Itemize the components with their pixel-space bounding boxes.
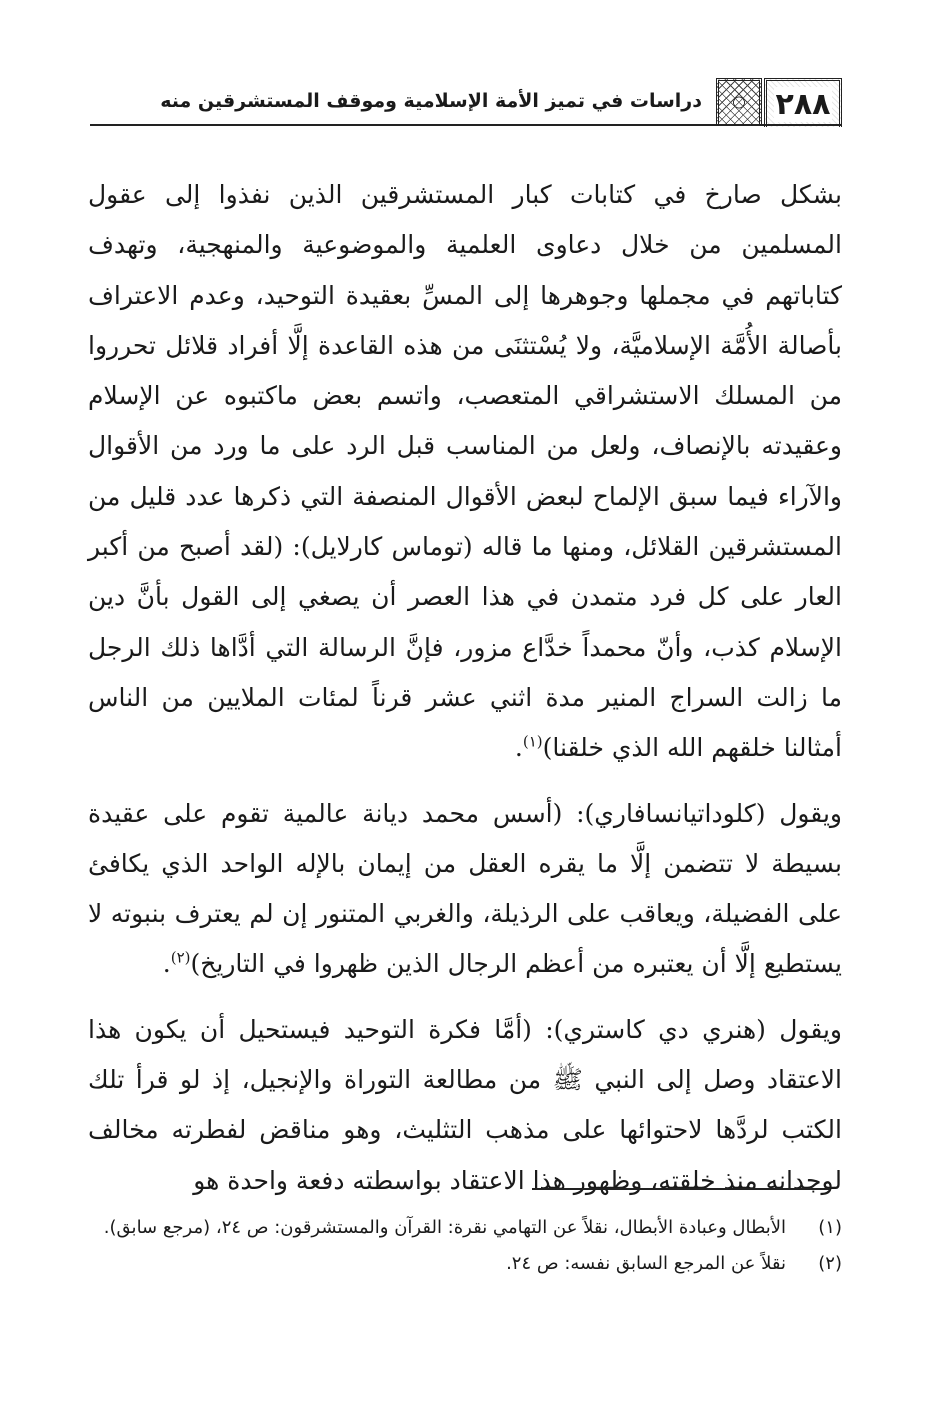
paragraph-2 bbox=[88, 789, 842, 990]
footnote-text: نقلاً عن المرجع السابق نفسه: ص ٢٤. bbox=[506, 1253, 786, 1274]
footnotes bbox=[88, 1210, 842, 1282]
page-number: ٢٨٨ bbox=[775, 86, 831, 122]
footnote bbox=[88, 1210, 842, 1246]
page-number-box bbox=[764, 78, 842, 127]
footnote-text: الأبطال وعبادة الأبطال، نقلاً عن التهامي نقرة: القرآن والمستشرقون: ص ٢٤، (مرجع سابق). bbox=[103, 1217, 786, 1238]
paragraph-3 bbox=[88, 1005, 842, 1206]
paragraph-3-text: ويقول (هنري دي كاستري): (أمَّا فكرة التوحيد فيستحيل أن يكون هذا الاعتقاد وصل إلى النبي ﷺ من مطالعة التوراة والإنجيل، إذ لو قرأ تلك الكتب لردَّها لاحتوائها على مذهب التثليث، وهو مناقض لفطرته مخالف لوجدانه منذ خلقته، وظهور هذا الاعتقاد بواسطته دفعة واحدة هو bbox=[88, 1014, 842, 1195]
footnote-ref-2: (٢) bbox=[170, 949, 191, 968]
page-header bbox=[90, 78, 842, 128]
paragraph-2-text: ويقول (كلوداتيانسافاري): (أسس محمد ديانة عالمية تقوم على عقيدة بسيطة لا تتضمن إلَّا ما يقره العقل من إيمان بالإله الواحد الذي يكافئ على الفضيلة، ويعاقب على الرذيلة، والغربي المتنور إن لم يعترف بنبوته لا يستطيع إلَّا أن يعتبره من أعظم الرجال الذين ظهروا في التاريخ) bbox=[88, 798, 842, 979]
paragraph-1-end: . bbox=[514, 733, 523, 763]
paragraph-1-text: بشكل صارخ في كتابات كبار المستشرقين الذين نفذوا إلى عقول المسلمين من خلال دعاوى العلمية والموضوعية والمنهجية، وتهدف كتاباتهم في مجملها وجوهرها إلى المسِّ بعقيدة التوحيد، وعدم الاعتراف بأصالة الأُمَّة الإسلاميَّة، ولا يُسْتثنَى من هذه القاعدة إلَّا أفراد قلائل تحرروا من المسلك الاستشراقي المتعصب، واتسم بعض ماكتبوه عن الإسلام وعقيدته بالإنصاف، ولعل من المناسب قبل الرد على ما ورد من الأقوال والآراء فيما سبق الإلماح لبعض الأقوال المنصفة التي ذكرها عدد قليل من المستشرقين القلائل، ومنها ما قاله (توماس كارلايل): (لقد أصبح من أكبر العار على كل فرد متمدن في هذا العصر أن يصغي إلى القول بأنَّ دين الإسلام كذب، وأنّ محمداً خدَّاع مزور، فإنَّ الرسالة التي أدَّاها ذلك الرجل ما زالت السراج المنير مدة اثني عشر قرناً لمئات الملايين من الناس أمثالنا خلقهم الله الذي خلقنا) bbox=[88, 180, 842, 763]
paragraph-1 bbox=[88, 170, 842, 774]
footnote-separator bbox=[532, 1188, 830, 1190]
paragraph-2-end: . bbox=[162, 949, 171, 979]
header-rule bbox=[90, 124, 842, 126]
footnote bbox=[88, 1246, 842, 1282]
footnote-number: (١) bbox=[818, 1217, 842, 1238]
footnote-ref-1: (١) bbox=[522, 732, 543, 751]
main-text bbox=[88, 170, 842, 1206]
ornament-icon bbox=[716, 78, 762, 124]
footnote-number: (٢) bbox=[818, 1253, 842, 1274]
running-title: دراسات في تميز الأمة الإسلامية وموقف المستشرقين منه bbox=[160, 90, 702, 112]
